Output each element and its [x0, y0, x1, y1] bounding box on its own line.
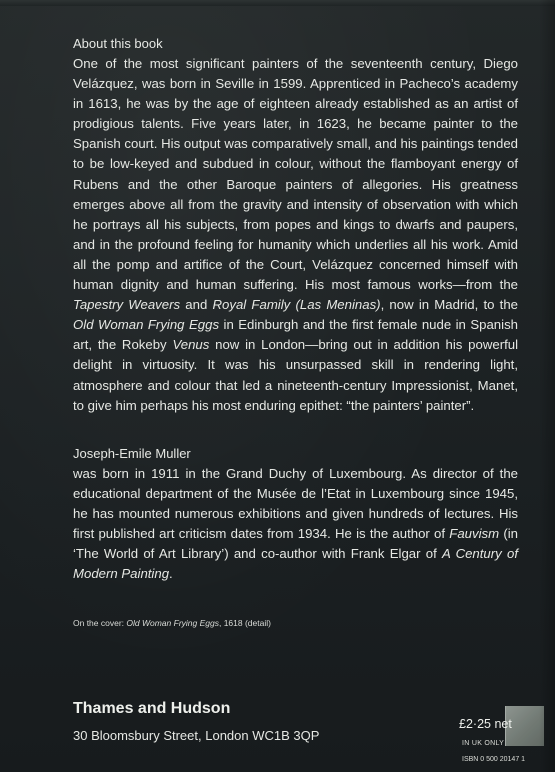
about-text-4: now in London—bring out in addition his powerful delight in virtuosity. It was his unsurpassed skill in rendering light, atmosphere and colour that led a nineteenth-century Impressionist, Manet, to give him perhaps his most enduring epithet: “the painters’ painter”.: [73, 337, 519, 413]
cover-edge-shadow: [539, 0, 555, 772]
author-text-1: was born in 1911 in the Grand Duchy of Luxembourg. As director of the educational department of the Musée de l’Etat in Luxembourg since 1945, he has mounted numerous exhibitions and given hundreds of lectures. His first published art criticism dates from 1934. He is the author of: [73, 465, 518, 541]
caption-title: Old Woman Frying Eggs: [126, 618, 219, 629]
work-title-tapestry-weavers: Tapestry Weavers: [73, 297, 181, 313]
about-text-3: in Edinburgh and the first female nude in Spanish art, the Rokeby: [73, 317, 518, 353]
author-block: [73, 444, 518, 585]
author-bio: [73, 464, 518, 585]
publisher-name: Thames and Hudson: [73, 700, 231, 717]
about-heading: About this book: [73, 36, 163, 51]
work-title-old-woman: Old Woman Frying Eggs: [73, 317, 220, 333]
about-text-2: , now in Madrid, to the: [380, 297, 518, 313]
isbn-number: ISBN 0 500 20147 1: [462, 756, 526, 763]
author-text-3: .: [169, 566, 173, 582]
cover-top-strip: [0, 0, 555, 6]
book-title-fauvism: Fauvism: [449, 525, 500, 541]
price-region: IN UK ONLY: [462, 740, 505, 747]
caption-suffix: , 1618 (detail): [218, 618, 271, 629]
about-paragraph: [73, 54, 518, 416]
author-text-2: (in ‘The World of Art Library’) and co-author with Frank Elgar of: [73, 525, 518, 562]
work-title-venus: Venus: [172, 337, 210, 353]
about-text-and: and: [180, 297, 213, 313]
cover-caption: [73, 618, 518, 629]
cover-text-block: [73, 34, 518, 629]
book-title-century: A Century of Modern Painting: [73, 546, 518, 582]
publisher-address: 30 Bloomsbury Street, London WC1B 3QP: [73, 728, 320, 743]
caption-prefix: On the cover:: [73, 618, 127, 629]
work-title-las-meninas: Royal Family (Las Meninas): [212, 297, 381, 313]
price-label: £2·25 net: [459, 717, 512, 731]
about-text-1: One of the most significant painters of the seventeenth century, Diego Velázquez, was born in Seville in 1599. Apprenticed in Pacheco’s academy in 1613, he was by the age of eighteen already established as an artist of prodigious talents. Five years later, in 1623, he became painter to the Spanish court. His output was comparatively small, and his paintings tended to be low-keyed and subdued in colour, without the flamboyant energy of Rubens and the other Baroque painters of allegories. His greatness emerges above all from the gravity and intensity of observation with which he portrays all his subjects, from popes and kings to dwarfs and paupers, and in the profound feeling for humanity which underlies all his work. Amid all the pomp and artifice of the Court, Velázquez concerned himself with human dignity and human suffering. His most famous works—from the: [73, 56, 518, 293]
author-name: Joseph-Emile Muller: [73, 445, 191, 461]
